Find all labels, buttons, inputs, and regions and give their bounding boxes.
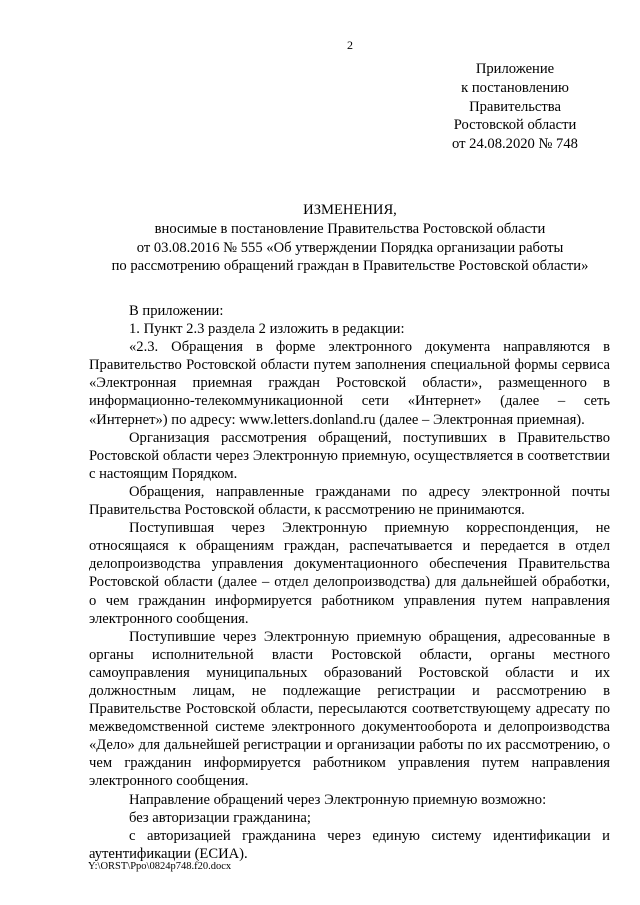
paragraph: с авторизацией гражданина через единую систему идентификации и аутентификации (ЕСИА). [89,827,610,862]
paragraph: Поступившая через Электронную приемную корреспонденция, не относящаяся к обращениям граждан, распечатывается и передается в отдел делопроизводства управления документационного обеспечения Правительства Ростовской области (далее – отдел делопроизводства) для дальнейшей обработки, о чем гражданин информируется работником управления путем направления электронного сообщения. [89,520,610,627]
paragraph: «2.3. Обращения в форме электронного документа направляются в Правительство Ростовской области путем заполнения специальной формы сервиса «Электронная приемная граждан Ростовской области», размещенного в информационно-телекоммуникационной сети «Интернет» (далее – сеть «Интернет») по адресу: www.letters.donland.ru (далее – Электронная приемная). [89,339,610,428]
title-heading: ИЗМЕНЕНИЯ, [303,202,397,218]
paragraph: Поступившие через Электронную приемную обращения, адресованные в органы исполнительной власти Ростовской области, органы местного самоуправления муниципальных образований Ростовской области и их должностным лицам, не подлежащие регистрации и рассмотрению в Правительстве Ростовской области, пересылаются соответствующему адресату по межведомственной системе электронного документооборота и делопроизводства «Дело» для дальнейшей регистрации и организации работы по их рассмотрению, о чем гражданин информируется работником управления путем направления электронного сообщения. [89,628,610,790]
paragraph: без авторизации гражданина; [129,809,311,826]
title-line: вносимые в постановление Правительства Ростовской области [154,220,546,237]
paragraph: В приложении: [129,303,224,319]
paragraph: Обращения, направленные гражданами по адресу электронной почты Правительства Ростовской области, к рассмотрению не принимаются. [89,483,610,519]
title-line: от 03.08.2016 № 555 «Об утверждении Порядка организации работы [136,239,564,256]
appendix-line: Приложение [475,61,555,77]
appendix-line: Правительства [469,98,561,115]
appendix-line: к постановлению [461,79,569,96]
appendix-header [430,60,600,154]
page-number: 2 [347,38,353,52]
document-title [90,201,610,276]
appendix-line: от 24.08.2020 № 748 [452,136,578,153]
paragraph: Направление обращений через Электронную приемную возможно: [129,791,547,808]
paragraph: Организация рассмотрения обращений, поступивших в Правительство Ростовской области через Электронную приемную, осуществляется в соответствии с настоящим Порядком. [89,429,610,482]
document-body [89,302,610,863]
appendix-line: Ростовской области [453,117,577,134]
paragraph: 1. Пункт 2.3 раздела 2 изложить в редакции: [129,321,405,338]
file-path-footer: Y:\ORST\Ppo\0824p748.f20.docx [88,861,232,872]
title-line: по рассмотрению обращений граждан в Правительстве Ростовской области» [111,258,589,275]
